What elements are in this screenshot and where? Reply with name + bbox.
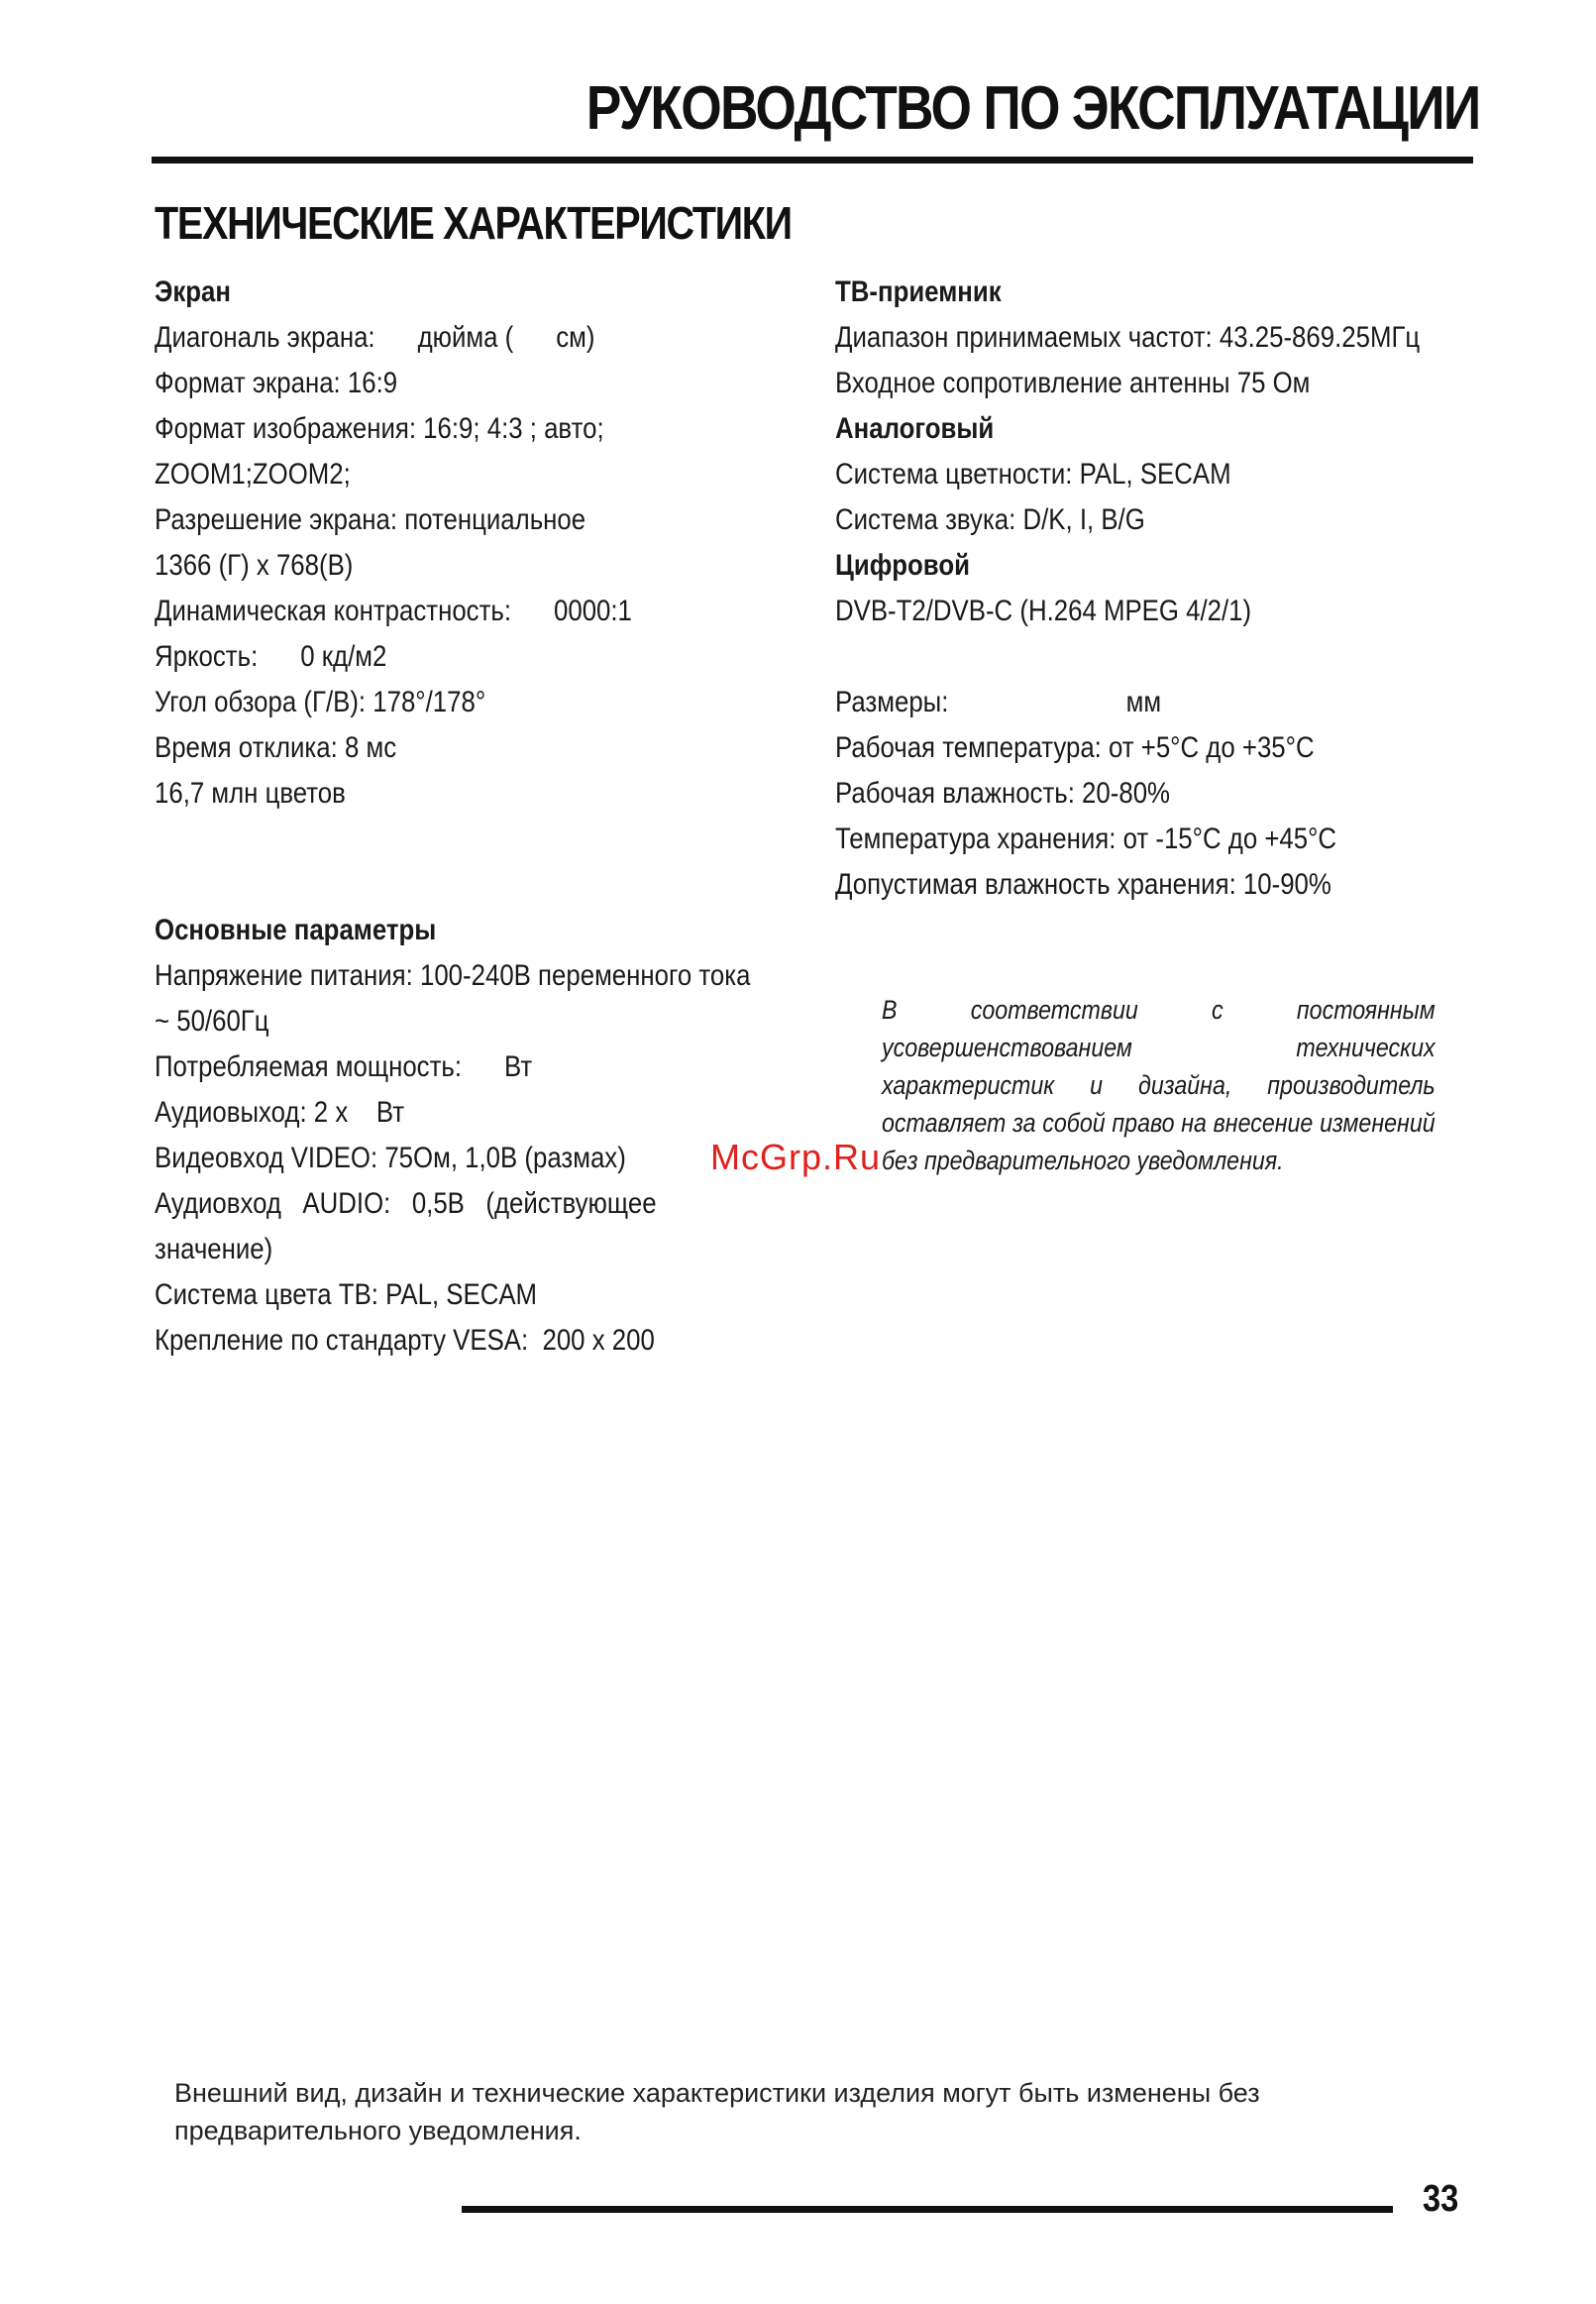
spec-viewing-angle: Угол обзора (Г/В): 178°/178° (155, 686, 486, 718)
spec-sound-system: Система звука: D/K, I, B/G (835, 503, 1145, 536)
spec-power: Потребляемая мощность: Вт (155, 1050, 533, 1083)
spacer (835, 634, 1489, 680)
spec-vesa: Крепление по стандарту VESA: 200 x 200 (155, 1324, 655, 1357)
tv-receiver-heading: ТВ-приемник (835, 275, 1002, 308)
spec-voltage: Напряжение питания: 100-240В переменного тока (155, 959, 751, 992)
spec-antenna: Входное сопротивление антенны 75 Ом (835, 367, 1311, 399)
spec-voltage-freq: ~ 50/60Гц (155, 1005, 269, 1038)
spec-audio-out: Аудиовыход: 2 x Вт (155, 1096, 405, 1129)
footer-note: Внешний вид, дизайн и технические характеристики изделия могут быть изменены без предварительного уведомления. (174, 2078, 1260, 2145)
spec-op-humidity: Рабочая влажность: 20-80% (835, 777, 1170, 810)
improvement-notice (882, 991, 1436, 1179)
right-column (835, 270, 1489, 908)
spec-storage-temp: Температура хранения: от -15°C до +45°C (835, 823, 1337, 855)
page-number: 33 (1423, 2178, 1459, 2220)
spec-audio-in-cont: значение) (155, 1233, 273, 1265)
spec-digital-standards: DVB-T2/DVB-C (H.264 MPEG 4/2/1) (835, 595, 1252, 627)
notice-text: В соответствии с постоянным усовершенствованием технических характеристик и дизайна, производитель оставляет за собой право на внесение изменений без предварительного уведомления. (882, 995, 1436, 1175)
left-column (155, 270, 808, 1364)
screen-heading: Экран (155, 275, 231, 308)
spec-response-time: Время отклика: 8 мс (155, 731, 397, 764)
section-title: ТЕХНИЧЕСКИЕ ХАРАКТЕРИСТИКИ (155, 197, 792, 249)
spec-diagonal: Диагональ экрана: дюйма ( см) (155, 321, 595, 354)
spec-resolution: Разрешение экрана: потенциальное (155, 503, 586, 536)
digital-heading: Цифровой (835, 549, 970, 582)
spec-freq-range: Диапазон принимаемых частот: 43.25-869.25МГц (835, 321, 1421, 354)
spec-resolution-value: 1366 (Г) x 768(В) (155, 549, 354, 582)
spec-dimensions: Размеры: мм (835, 686, 1162, 718)
page-header-title: РУКОВОДСТВО ПО ЭКСПЛУАТАЦИИ (585, 74, 1479, 143)
spec-zoom: ZOOM1;ZOOM2; (155, 458, 351, 491)
analog-heading: Аналоговый (835, 412, 995, 445)
spec-audio-in: Аудиовход AUDIO: 0,5В (действующее (155, 1187, 657, 1220)
spec-video-in: Видеовход VIDEO: 75Ом, 1,0В (размах) (155, 1142, 626, 1174)
spec-storage-humidity: Допустимая влажность хранения: 10-90% (835, 868, 1331, 901)
spec-op-temp: Рабочая температура: от +5°C до +35°C (835, 731, 1315, 764)
spec-colors: 16,7 млн цветов (155, 777, 346, 810)
spec-screen-format: Формат экрана: 16:9 (155, 367, 398, 399)
spec-image-format: Формат изображения: 16:9; 4:3 ; авто; (155, 412, 604, 445)
header-divider (152, 157, 1473, 164)
main-params-heading: Основные параметры (155, 914, 437, 946)
spec-analog-color: Система цветности: PAL, SECAM (835, 458, 1231, 491)
spec-color-system: Система цвета ТВ: PAL, SECAM (155, 1278, 538, 1311)
spec-contrast: Динамическая контрастность: 0000:1 (155, 595, 632, 627)
spec-brightness: Яркость: 0 кд/м2 (155, 640, 387, 673)
footer-divider (462, 2206, 1393, 2213)
spacer (155, 817, 808, 908)
watermark: McGrp.Ru (710, 1137, 882, 1177)
